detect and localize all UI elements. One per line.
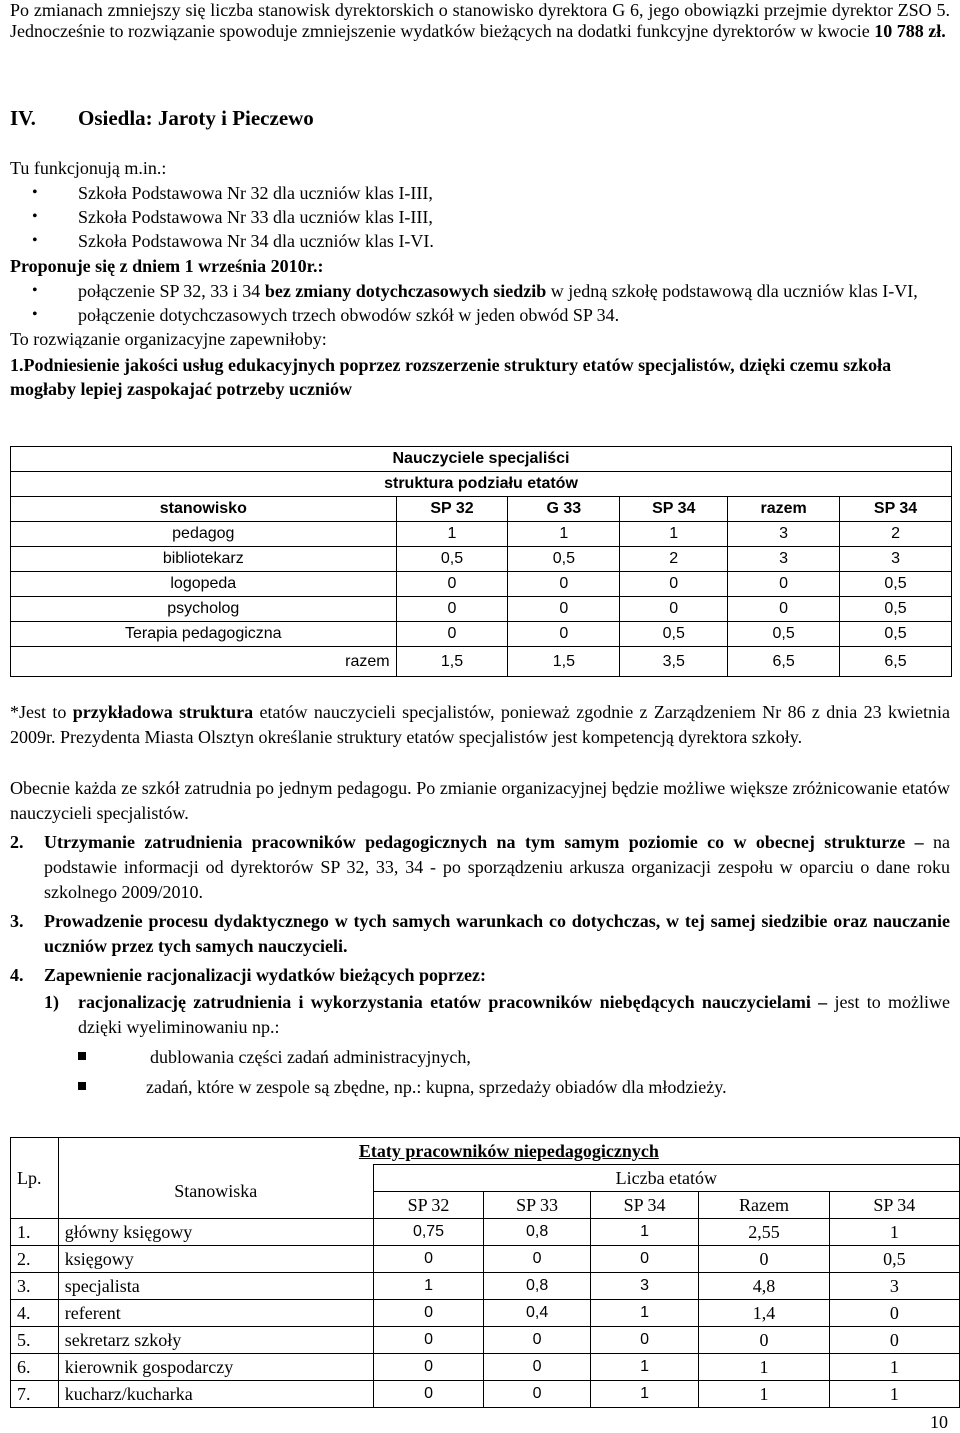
table-row: logopeda 0 0 0 0 0,5 xyxy=(11,572,952,597)
intro-text: Po zmianach zmniejszy się liczba stanowisk dyrektorskich o stanowisko dyrektora G 6, jego obowiązki przejmie dyrektor ZSO 5. Jednocześnie to rozwiązanie spowoduje zmniejszenie wydatków bieżących na dodatki funkcyjne dyrektorów w kwocie xyxy=(10,0,950,41)
square-item: dublowania części zadań administracyjnych, xyxy=(10,1044,950,1070)
intro-paragraph xyxy=(10,0,950,42)
section-number: IV. xyxy=(10,106,36,130)
table-row: 2. księgowy 0 0 0 0 0,5 xyxy=(11,1246,960,1273)
lower-text xyxy=(10,700,950,1100)
sub-point-1: 1) racjonalizację zatrudnienia i wykorzystania etatów pracowników niebędących nauczycielami – jest to możliwe dzięki wyeliminowaniu np.: xyxy=(44,992,950,1037)
table-header-row: stanowisko SP 32 G 33 SP 34 razem SP 34 xyxy=(11,497,952,522)
table1-title: Nauczyciele specjaliści xyxy=(11,447,952,472)
provides-label: To rozwiązanie organizacyjne zapewniłoby: xyxy=(10,329,327,349)
section-title-text: Osiedla: Jaroty i Pieczewo xyxy=(78,106,314,130)
intro-amount: 10 788 zł. xyxy=(874,21,946,41)
table2-columns-row: SP 32 SP 33 SP 34 Razem SP 34 xyxy=(11,1192,960,1219)
current-paragraph: Obecnie każda ze szkół zatrudnia po jednym pedagogu. Po zmianie organizacyjnej będzie możliwe większe zróżnicowanie etatów nauczycieli specjalistów. xyxy=(10,778,950,823)
table2-title-cell: Etaty pracowników niepedagogicznych xyxy=(58,1138,959,1165)
list-item: • Szkoła Podstawowa Nr 32 dla uczniów klas I-III, xyxy=(32,183,433,203)
table-row: 5. sekretarz szkoły 0 0 0 0 0 xyxy=(11,1327,960,1354)
point-2: 2. Utrzymanie zatrudnienia pracowników pedagogicznych na tym samym poziomie co w obecnej strukturze – na podstawie informacji od dyrektorów SP 32, 33, 34 - po sporządzeniu arkusza organizacji zespołu w oparciu o dane roku szkolnego 2009/2010. xyxy=(10,832,950,902)
proposal-list xyxy=(10,279,950,327)
list-item: • połączenie SP 32, 33 i 34 bez zmiany dotychczasowych siedzib w jedną szkołę podstawową dla uczniów klas I-VI, xyxy=(32,281,918,301)
table-row: 1. główny księgowy 0,75 0,8 1 2,55 1 xyxy=(11,1219,960,1246)
schools-list xyxy=(10,181,950,253)
table2-liczba-header: Liczba etatów xyxy=(373,1165,959,1192)
list-item: • Szkoła Podstawowa Nr 33 dla uczniów klas I-III, xyxy=(32,207,433,227)
list-item: • Szkoła Podstawowa Nr 34 dla uczniów klas I-VI. xyxy=(32,231,434,251)
table2-lp-header: Lp. xyxy=(11,1138,59,1219)
non-teaching-staff-table xyxy=(10,1137,960,1408)
proposal-heading: Proponuje się z dniem 1 września 2010r.: xyxy=(10,256,324,276)
table-row: 3. specjalista 1 0,8 3 4,8 3 xyxy=(11,1273,960,1300)
table-row: bibliotekarz 0,5 0,5 2 3 3 xyxy=(11,547,952,572)
point-3: 3. Prowadzenie procesu dydaktycznego w tych samych warunkach co dotychczas, w tej samej siedzibie oraz nauczanie uczniów przez tych samych nauczycieli. xyxy=(10,911,950,956)
point-1: 1.Podniesienie jakości usług edukacyjnych poprzez rozszerzenie struktury etatów specjalistów, dzięki czemu szkoła mogłaby lepiej zaspokajać potrzeby uczniów xyxy=(10,355,892,399)
functioning-block xyxy=(10,158,950,401)
table-total-row: razem 1,5 1,5 3,5 6,5 6,5 xyxy=(11,647,952,677)
square-bullet-icon xyxy=(78,1082,86,1090)
note-paragraph: *Jest to przykładowa struktura etatów nauczycieli specjalistów, ponieważ zgodnie z Zarządzeniem Nr 86 z dnia 23 kwietnia 2009r. Prezydenta Miasta Olsztyn określanie struktury etatów specjalistów jest kompetencją dyrektora szkoły. xyxy=(10,702,951,747)
functioning-label: Tu funkcjonują m.in.: xyxy=(10,158,167,178)
table-row: 6. kierownik gospodarczy 0 0 1 1 1 xyxy=(11,1354,960,1381)
table1-subtitle: struktura podziału etatów xyxy=(11,472,952,497)
page-number: 10 xyxy=(930,1412,948,1432)
specialists-table xyxy=(10,446,952,677)
point-4: 4. Zapewnienie racjonalizacji wydatków bieżących poprzez: xyxy=(10,965,486,985)
table-row: psycholog 0 0 0 0 0,5 xyxy=(11,597,952,622)
table-row: 7. kucharz/kucharka 0 0 1 1 1 xyxy=(11,1381,960,1408)
square-bullet-icon xyxy=(78,1052,86,1060)
square-item: zadań, które w zespole są zbędne, np.: kupna, sprzedaży obiadów dla młodzieży. xyxy=(10,1074,950,1100)
table-row: 4. referent 0 0,4 1 1,4 0 xyxy=(11,1300,960,1327)
section-title xyxy=(10,106,314,131)
table-row: Terapia pedagogiczna 0 0 0,5 0,5 0,5 xyxy=(11,622,952,647)
table2-stanowiska-header: Stanowiska xyxy=(58,1165,373,1219)
list-item: • połączenie dotychczasowych trzech obwodów szkół w jeden obwód SP 34. xyxy=(32,305,620,325)
table-row: pedagog 1 1 1 3 2 xyxy=(11,522,952,547)
